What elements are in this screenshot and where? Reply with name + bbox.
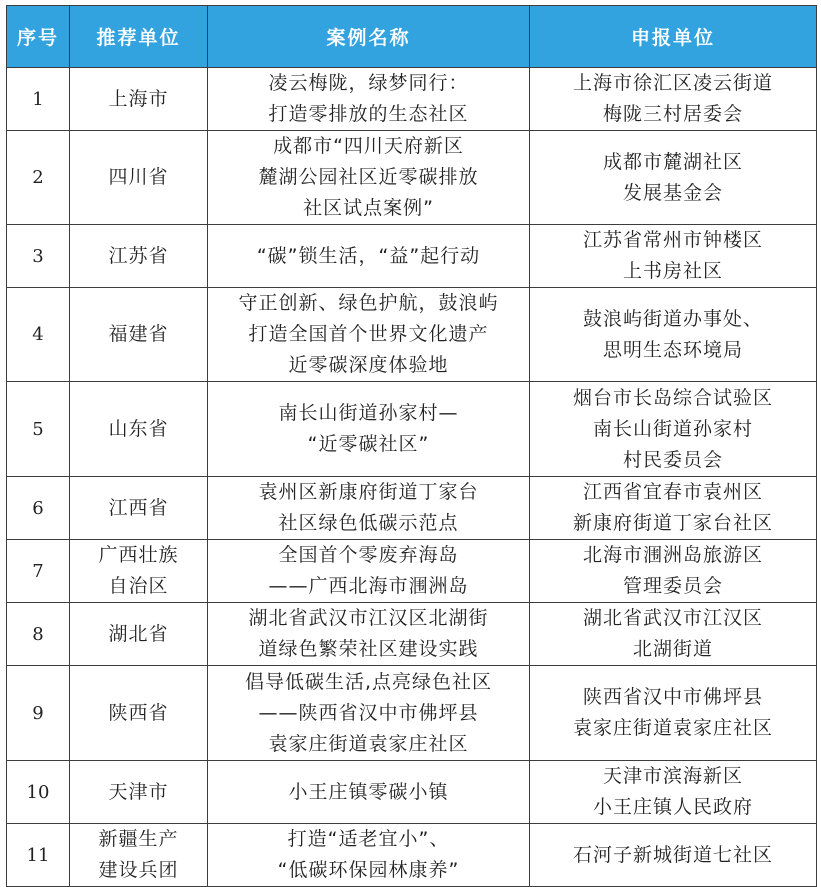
header-recommender: 推荐单位 bbox=[70, 6, 208, 68]
cell-applicant bbox=[530, 477, 817, 540]
cell-case-name bbox=[208, 288, 530, 382]
cell-line: 社区试点案例” bbox=[303, 197, 434, 219]
cell-line: 袁家庄街道袁家庄社区 bbox=[572, 717, 773, 739]
cell-line: 发展基金会 bbox=[622, 181, 723, 204]
cell-line: 北湖街道 bbox=[632, 638, 713, 660]
cell-case-name bbox=[208, 382, 530, 477]
cell-line: 江西省 bbox=[108, 496, 169, 519]
table-row bbox=[7, 666, 817, 761]
cell-applicant bbox=[530, 824, 817, 887]
cell-applicant bbox=[530, 761, 817, 824]
header-applicant: 申报单位 bbox=[530, 6, 817, 68]
cell-recommender bbox=[70, 288, 208, 382]
cell-index: 3 bbox=[7, 225, 70, 288]
table-row bbox=[7, 761, 817, 824]
table-row bbox=[7, 382, 817, 477]
header-index: 序号 bbox=[7, 6, 70, 68]
cell-line: 管理委员会 bbox=[622, 575, 723, 597]
cell-line: 新康府街道丁家台社区 bbox=[572, 512, 773, 534]
cell-recommender bbox=[70, 477, 208, 540]
cell-line: “低碳环保园林康养” bbox=[277, 859, 460, 881]
cell-case-name bbox=[208, 761, 530, 824]
cell-line: 湖北省武汉市江汉区 bbox=[582, 607, 763, 629]
cell-line: 江西省宜春市袁州区 bbox=[582, 481, 763, 503]
cell-index: 10 bbox=[7, 761, 70, 824]
cell-line: 江苏省常州市钟楼区 bbox=[582, 229, 763, 251]
cell-recommender bbox=[70, 761, 208, 824]
cell-line: 打造零排放的生态社区 bbox=[268, 103, 469, 125]
cell-line: 新疆生产 bbox=[98, 828, 179, 850]
table-row bbox=[7, 68, 817, 131]
table-body bbox=[7, 68, 817, 887]
cell-line: 鼓浪屿街道办事处、 bbox=[582, 307, 763, 330]
cell-line: 倡导低碳生活,点亮绿色社区 bbox=[244, 670, 493, 693]
cell-line: 近零碳深度体验地 bbox=[288, 354, 449, 376]
cell-line: 社区绿色低碳示范点 bbox=[278, 512, 459, 534]
cell-line: 福建省 bbox=[108, 323, 169, 345]
cell-line: 天津市滨海新区 bbox=[602, 765, 743, 787]
table-row bbox=[7, 824, 817, 887]
cell-line: 南长山街道孙家村— bbox=[278, 402, 459, 424]
cell-recommender bbox=[70, 68, 208, 131]
cell-applicant bbox=[530, 382, 817, 477]
cell-line: 南长山街道孙家村 bbox=[592, 417, 753, 440]
cell-applicant bbox=[530, 131, 817, 225]
cell-line: 守正创新、绿色护航，鼓浪屿 bbox=[238, 292, 499, 314]
cell-line: 成都市麓湖社区 bbox=[602, 150, 743, 173]
cell-index: 9 bbox=[7, 666, 70, 761]
cell-line: 石河子新城街道七社区 bbox=[572, 843, 773, 866]
cell-case-name bbox=[208, 603, 530, 666]
cell-line: 上书房社区 bbox=[622, 260, 723, 282]
cell-case-name bbox=[208, 666, 530, 761]
table-row bbox=[7, 540, 817, 603]
cell-line: 袁家庄街道袁家庄社区 bbox=[268, 732, 469, 755]
cell-line: “近零碳社区” bbox=[307, 433, 430, 455]
cell-line: 天津市 bbox=[108, 780, 169, 803]
cell-index: 1 bbox=[7, 68, 70, 131]
table-row bbox=[7, 477, 817, 540]
cell-line: 梅陇三村居委会 bbox=[602, 103, 743, 125]
case-table bbox=[6, 5, 817, 887]
cell-recommender bbox=[70, 540, 208, 603]
cell-line: 全国首个零废弃海岛 bbox=[278, 544, 459, 566]
cell-line: 麓湖公园社区近零碳排放 bbox=[258, 166, 479, 188]
cell-line: 湖北省武汉市江汉区北湖街 bbox=[248, 607, 489, 629]
header-row bbox=[7, 6, 817, 68]
cell-line: 北海市涠洲岛旅游区 bbox=[582, 544, 763, 566]
cell-line: 村民委员会 bbox=[622, 448, 723, 471]
cell-line: 烟台市长岛综合试验区 bbox=[572, 386, 773, 409]
cell-applicant bbox=[530, 666, 817, 761]
cell-applicant bbox=[530, 225, 817, 288]
cell-line: ——陕西省汉中市佛坪县 bbox=[258, 701, 479, 724]
cell-index: 8 bbox=[7, 603, 70, 666]
cell-applicant bbox=[530, 603, 817, 666]
cell-applicant bbox=[530, 68, 817, 131]
cell-line: 广西壮族 bbox=[98, 544, 179, 566]
cell-recommender bbox=[70, 666, 208, 761]
cell-case-name bbox=[208, 824, 530, 887]
cell-applicant bbox=[530, 288, 817, 382]
table-row bbox=[7, 603, 817, 666]
cell-line: 江苏省 bbox=[108, 244, 169, 267]
cell-line: 自治区 bbox=[108, 575, 169, 597]
cell-index: 5 bbox=[7, 382, 70, 477]
cell-line: 陕西省汉中市佛坪县 bbox=[582, 686, 763, 708]
cell-line: 湖北省 bbox=[108, 622, 169, 645]
cell-line: 袁州区新康府街道丁家台 bbox=[258, 481, 479, 503]
table-row bbox=[7, 225, 817, 288]
cell-recommender bbox=[70, 603, 208, 666]
cell-line: 上海市 bbox=[108, 87, 169, 110]
cell-recommender bbox=[70, 382, 208, 477]
cell-index: 7 bbox=[7, 540, 70, 603]
cell-line: 上海市徐汇区凌云街道 bbox=[572, 72, 773, 94]
cell-case-name bbox=[208, 540, 530, 603]
cell-line: 思明生态环境局 bbox=[602, 338, 743, 361]
cell-line: 成都市“四川天府新区 bbox=[273, 135, 464, 157]
cell-recommender bbox=[70, 225, 208, 288]
cell-line: 凌云梅陇，绿梦同行： bbox=[268, 72, 469, 94]
header-case-name: 案例名称 bbox=[208, 6, 530, 68]
cell-line: “碳”锁生活，“益”起行动 bbox=[256, 244, 481, 267]
cell-case-name bbox=[208, 131, 530, 225]
table-row bbox=[7, 131, 817, 225]
cell-recommender bbox=[70, 131, 208, 225]
cell-index: 4 bbox=[7, 288, 70, 382]
cell-line: ——广西北海市涠洲岛 bbox=[268, 575, 469, 597]
cell-line: 小王庄镇零碳小镇 bbox=[288, 780, 449, 803]
cell-line: 道绿色繁荣社区建设实践 bbox=[258, 638, 479, 660]
cell-applicant bbox=[530, 540, 817, 603]
cell-line: 建设兵团 bbox=[98, 859, 179, 881]
cell-line: 四川省 bbox=[108, 166, 169, 188]
cell-line: 打造全国首个世界文化遗产 bbox=[248, 323, 489, 345]
cell-case-name bbox=[208, 477, 530, 540]
cell-index: 6 bbox=[7, 477, 70, 540]
cell-line: 小王庄镇人民政府 bbox=[592, 796, 753, 818]
cell-case-name bbox=[208, 68, 530, 131]
table-row bbox=[7, 288, 817, 382]
cell-index: 2 bbox=[7, 131, 70, 225]
cell-case-name bbox=[208, 225, 530, 288]
cell-line: 打造“适老宜小”、 bbox=[287, 828, 450, 850]
cell-line: 山东省 bbox=[108, 417, 169, 440]
cell-index: 11 bbox=[7, 824, 70, 887]
cell-recommender bbox=[70, 824, 208, 887]
cell-line: 陕西省 bbox=[108, 701, 169, 724]
